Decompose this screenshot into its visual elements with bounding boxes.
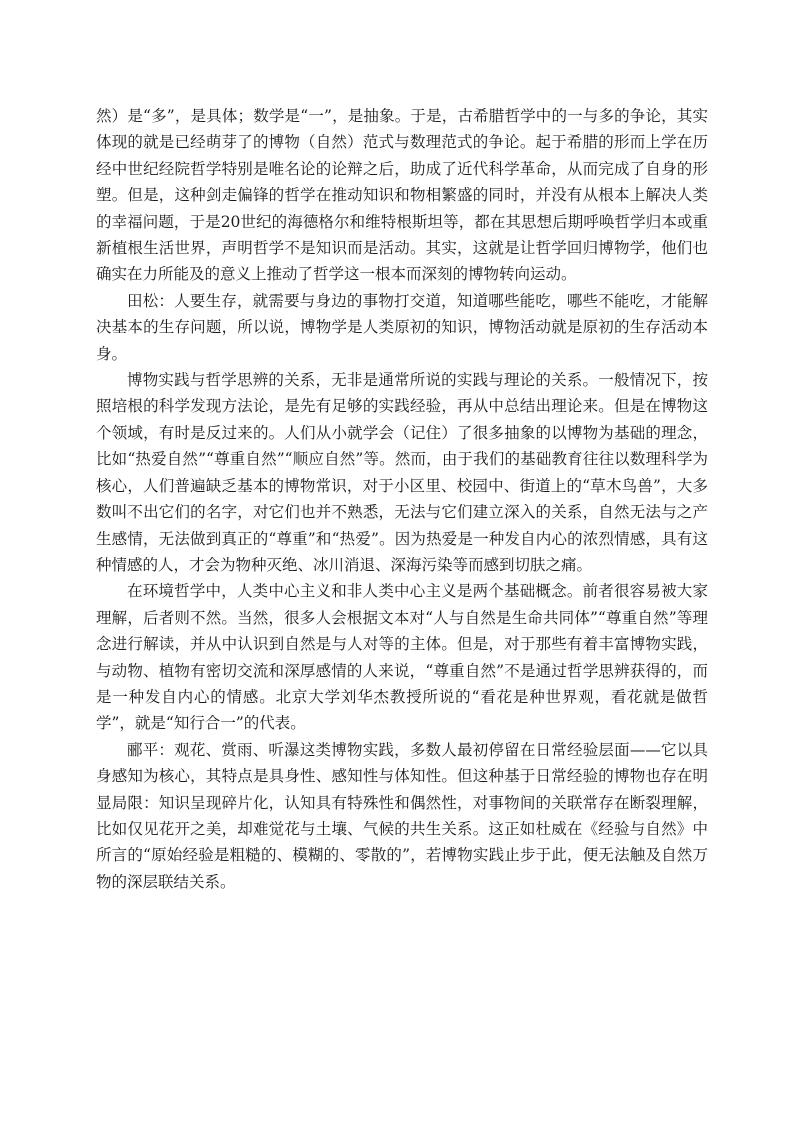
- paragraph-5: [96, 737, 708, 895]
- paragraph-text: 然）是“多”，是具体；数学是“一”，是抽象。于是，古希腊哲学中的一与多的争论，其实体现的就是已经萌芽了的博物（自然）范式与数理范式的争论。起于希腊的形而上学在历经中世纪经院哲学特别是唯名论的论辩之后，助成了近代科学革命，从而完成了自身的形塑。但是，这种剑走偏锋的哲学在推动知识和物相繁盛的同时，并没有从根本上解决人类的幸福问题，于是20世纪的海德格尔和维特根斯坦等，都在其思想后期呼唤哲学归本或重新植根生活世界，声明哲学不是知识而是活动。其实，这就是让哲学回归博物学，他们也确实在力所能及的意义上推动了哲学这一根本而深刻的博物转向运动。: [96, 107, 708, 284]
- paragraph-text: 博物实践与哲学思辨的关系，无非是通常所说的实践与理论的关系。一般情况下，按照培根的科学发现方法论，是先有足够的实践经验，再从中总结出理论来。但是在博物这个领域，有时是反过来的。人们从小就学会（记住）了很多抽象的以博物为基础的理念，比如“热爱自然”“尊重自然”“顺应自然”等。然而，由于我们的基础教育往往以数理科学为核心，人们普遍缺乏基本的博物常识，对于小区里、校园中、街道上的“草木鸟兽”，大多数叫不出它们的名字，对它们也并不熟悉，无法与它们建立深入的关系，自然无法与之产生感情，无法做到真正的“尊重”和“热爱”。因为热爱是一种发自内心的浓烈情感，具有这种情感的人，才会为物种灭绝、冰川消退、深海污染等而感到切肤之痛。: [96, 371, 708, 574]
- speaker-name: 田松：: [127, 291, 175, 310]
- paragraph-4: [96, 578, 708, 736]
- document-body: [96, 103, 708, 895]
- paragraph-3: [96, 367, 708, 578]
- paragraph-1: [96, 103, 708, 288]
- paragraph-text: 观花、赏雨、听瀑这类博物实践，多数人最初停留在日常经验层面——它以具身感知为核心，其特点是具身性、感知性与体知性。但这种基于日常经验的博物也存在明显局限：知识呈现碎片化，认知具有特殊性和偶然性，对事物间的关联常存在断裂理解，比如仅见花开之美，却难觉花与土壤、气候的共生关系。这正如杜威在《经验与自然》中所言的“原始经验是粗糙的、模糊的、零散的”，若博物实践止步于此，便无法触及自然万物的深层联结关系。: [96, 740, 708, 891]
- paragraph-2: [96, 288, 708, 367]
- speaker-name: 郦平：: [127, 740, 175, 759]
- paragraph-text: 人要生存，就需要与身边的事物打交道，知道哪些能吃，哪些不能吃，才能解决基本的生存问题，所以说，博物学是人类原初的知识，博物活动就是原初的生存活动本身。: [96, 291, 708, 363]
- paragraph-text: 在环境哲学中，人类中心主义和非人类中心主义是两个基础概念。前者很容易被大家理解，后者则不然。当然，很多人会根据文本对“人与自然是生命共同体”“尊重自然”等理念进行解读，并从中认识到自然是与人对等的主体。但是，对于那些有着丰富博物实践，与动物、植物有密切交流和深厚感情的人来说，“尊重自然”不是通过哲学思辨获得的，而是一种发自内心的情感。北京大学刘华杰教授所说的“看花是种世界观，看花就是做哲学”，就是“知行合一”的代表。: [96, 582, 708, 733]
